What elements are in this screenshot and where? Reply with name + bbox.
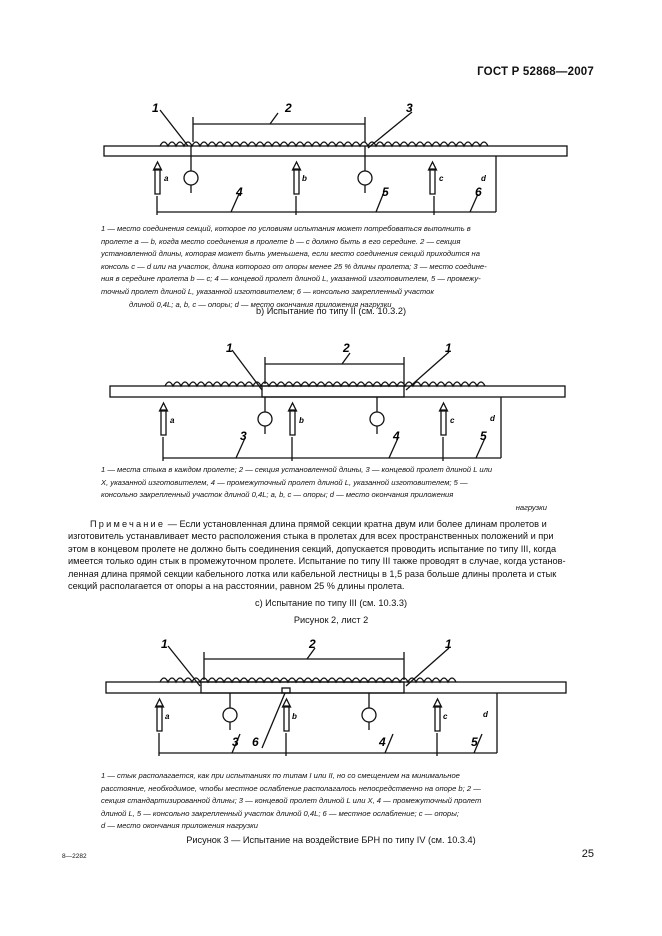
legend-type-3: 1 — места стыка в каждом пролете; 2 — секция установленной длины, 3 — концевой пролет длиной L или X, указанной изготовителем, 4 — промежуточный пролет длиной L, указанной изготовителем; 5 — консольно закрепленный участок длиной 0,4L; a, b, c — опоры; d — место окончания приложения нагрузки — [101, 465, 547, 512]
support-b: b — [292, 712, 297, 721]
support-d: d — [490, 414, 495, 423]
legend-type-4: 1 — стык располагается, как при испытаниях по типам I или II, но со смещением на минимальное расстояние, необходимое, чтобы местное ослабление располагалось непосредственно на опоре b; 2 — секция стандартизированной длины; 3 — концевой пролет длиной L или X, 4 — промежуточный пролет длиной L, 5 — консольно закрепленный участок длиной 0,4L; 6 — местное ослабление; c — опоры; d — место окончания приложения нагрузки — [101, 771, 482, 831]
note-label: Примечание — [90, 519, 166, 529]
page-number: 25 — [581, 848, 594, 860]
support-c: c — [443, 712, 448, 721]
caption-type-2: b) Испытание по типу II (см. 10.3.2) — [255, 306, 406, 316]
label-2: 2 — [285, 101, 292, 115]
caption-type-3: c) Испытание по типу III (см. 10.3.3) — [254, 598, 408, 608]
label-6: 6 — [475, 185, 482, 199]
diagram-type-4 — [0, 628, 662, 768]
support-a: a — [164, 174, 169, 183]
label-4: 4 — [236, 185, 243, 199]
support-d: d — [481, 174, 486, 183]
note-block: Примечание — Если установленная длина прямой секции кратна двум или более длинам пролетов и изготовитель устанавливает место расположения стыка в пролетах для всех пространственных положений и при этом в концевом пролете не должно быть соединения секций, допускается проводить испытание по типу III, когда имеется только один стык в промежуточном пролете. Испытание по типу III также проводят в случае, когда установ- ленная длина прямой секции кабельного лотка или кабельной лестницы в 1,5 раза больше длины пролета и стык секций располагается от опоры a на расстоянии, равном 25 % длины пролета. — [68, 519, 566, 592]
diagram-type-3 — [0, 330, 662, 465]
label-2: 2 — [309, 637, 316, 651]
legend-type-2: 1 — место соединения секций, которое по условиям испытания может потребоваться выполнить в пролете a — b, когда место соединения в пролете b — c должно быть в его середине. 2 — секция установленной длины, которая может быть уменьшена, если место соединения секций приходится на консоль c — d или на участок, длина которого от опоры менее 25 % длины пролета; 3 — место соедине- ния в середине пролета b — c; 4 — концевой пролет длиной L, указанной изготовителем, 5 — промежу- точный пролет длиной L, указанной изготовителем; 6 — консольно закрепленный участок длиной 0,4L; a, b, c — опоры; d — место окончания приложения нагрузки — [101, 224, 487, 309]
support-d: d — [483, 710, 488, 719]
caption-figure-2: Рисунок 2, лист 2 — [293, 615, 369, 625]
print-code: 8—2282 — [62, 853, 87, 860]
label-4: 4 — [393, 429, 400, 443]
support-c: c — [450, 416, 455, 425]
label-3: 3 — [406, 101, 413, 115]
support-c: c — [439, 174, 444, 183]
label-5: 5 — [471, 735, 478, 749]
label-1b: 1 — [445, 637, 452, 651]
label-5: 5 — [382, 185, 389, 199]
label-1a: 1 — [226, 341, 233, 355]
label-5: 5 — [480, 429, 487, 443]
label-4: 4 — [379, 735, 386, 749]
label-3: 3 — [240, 429, 247, 443]
label-1a: 1 — [161, 637, 168, 651]
support-b: b — [302, 174, 307, 183]
support-a: a — [165, 712, 170, 721]
standard-number: ГОСТ Р 52868—2007 — [477, 66, 594, 78]
label-3: 3 — [232, 735, 239, 749]
diagram-type-2 — [0, 90, 662, 220]
label-6: 6 — [252, 735, 259, 749]
support-b: b — [299, 416, 304, 425]
caption-figure-3: Рисунок 3 — Испытание на воздействие БРН по типу IV (см. 10.3.4) — [186, 835, 476, 845]
support-a: a — [170, 416, 175, 425]
label-1: 1 — [152, 101, 159, 115]
label-2: 2 — [343, 341, 350, 355]
label-1b: 1 — [445, 341, 452, 355]
